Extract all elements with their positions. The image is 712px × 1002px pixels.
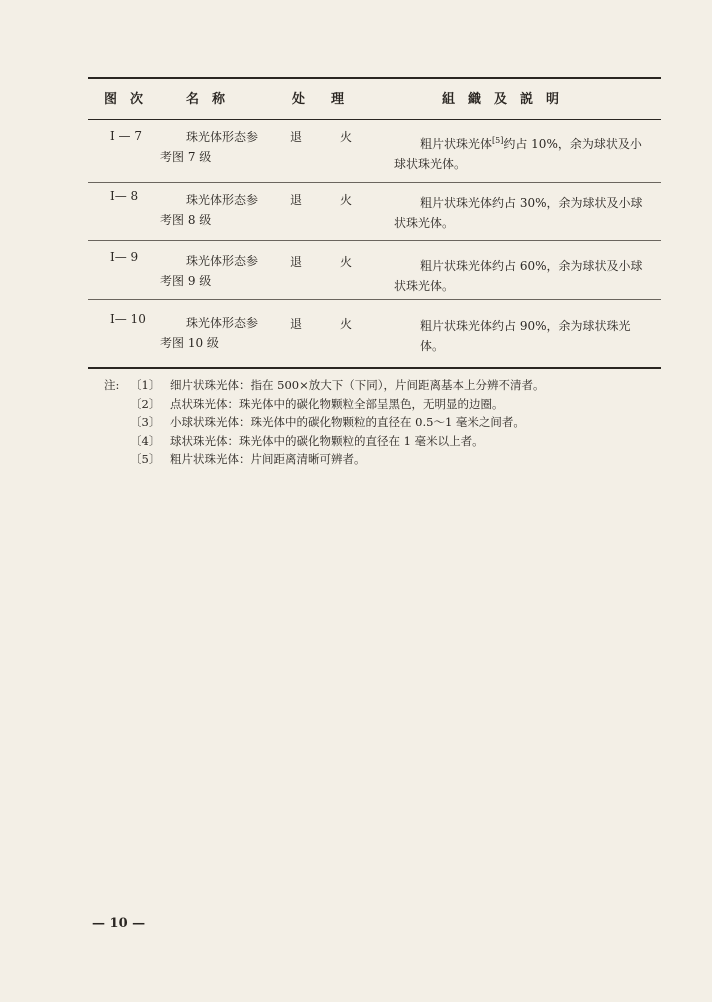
- row4-name-line2: 考图 10 级: [160, 336, 219, 350]
- table-header-rule: [88, 119, 661, 120]
- footnote-item: [104, 413, 624, 432]
- footnote-item: [104, 376, 624, 395]
- row1-name-line1: 珠光体形态参: [186, 130, 259, 144]
- row4-figure: I— 10: [110, 312, 146, 326]
- row1-desc-footnote: [5]: [492, 136, 504, 145]
- row3-name: [160, 251, 270, 291]
- header-figure: 图 次: [104, 92, 144, 107]
- row3-name-line1: 珠光体形态参: [186, 254, 259, 268]
- row2-desc-line2: 状珠光体。: [394, 216, 455, 230]
- row-separator: [88, 299, 661, 300]
- row4-desc-line1: 粗片状珠光体约占 90%，余为球状珠光体。: [420, 319, 631, 353]
- row2-name: [160, 190, 270, 230]
- row2-name-line1: 珠光体形态参: [186, 193, 259, 207]
- footnote-number: 〔3〕: [130, 415, 161, 430]
- table-bottom-rule: [88, 367, 661, 369]
- table-header: [0, 84, 712, 114]
- footnote-text: 小球状珠光体：珠光体中的碳化物颗粒的直径在 0.5～1 毫米之间者。: [170, 415, 525, 430]
- footnote-item: [104, 395, 624, 414]
- row2-treatment-1: 退: [290, 193, 303, 207]
- footnote-text: 点状珠光体：珠光体中的碳化物颗粒全部呈黑色，无明显的边圈。: [170, 396, 504, 411]
- footnote-text: 细片状珠光体：指在 500×放大下（下同），片间距离基本上分辨不清者。: [170, 378, 545, 392]
- row3-name-line2: 考图 9 级: [160, 274, 212, 288]
- footnote-item: [104, 450, 624, 469]
- row4-description: [394, 316, 652, 356]
- row3-description: [394, 256, 652, 296]
- row3-desc-line1: 粗片状珠光体约占 60%，余为球状及小球: [420, 259, 643, 273]
- row1-name: [160, 127, 270, 167]
- notes-prefix: 注:: [104, 378, 120, 392]
- row1-desc-line1a: 粗片状珠光体: [420, 137, 493, 151]
- row1-treatment-2: 火: [340, 130, 353, 144]
- row-separator: [88, 182, 661, 183]
- footnote-number: 〔4〕: [130, 433, 161, 448]
- row3-figure: I— 9: [110, 250, 139, 264]
- row4-name: [160, 313, 270, 353]
- footnote-text: 粗片状珠光体：片间距离清晰可辨者。: [170, 452, 366, 467]
- footnote-number: 〔5〕: [130, 452, 161, 467]
- row2-treatment-2: 火: [340, 193, 353, 207]
- row3-treatment-2: 火: [340, 255, 353, 269]
- row1-figure: I — 7: [110, 129, 143, 143]
- row3-treatment-1: 退: [290, 255, 303, 269]
- row1-description: [394, 131, 652, 174]
- footnote-item: [104, 432, 624, 451]
- footnotes: [104, 376, 624, 469]
- row-separator: [88, 240, 661, 241]
- footnote-text: 球状珠光体：珠光体中的碳化物颗粒的直径在 1 毫米以上者。: [170, 433, 484, 448]
- footnote-number: 〔1〕: [130, 378, 161, 392]
- row1-desc-line1b: 约占 10%，余为球状及小: [503, 137, 642, 151]
- row1-treatment-1: 退: [290, 130, 303, 144]
- row2-name-line2: 考图 8 级: [160, 213, 212, 227]
- row2-figure: I— 8: [110, 189, 139, 203]
- header-name: 名 称: [186, 92, 226, 107]
- table-top-rule: [88, 77, 661, 79]
- page-number: — 10 —: [92, 916, 146, 931]
- row1-desc-line2: 球状珠光体。: [394, 157, 467, 171]
- row2-desc-line1: 粗片状珠光体约占 30%，余为球状及小球: [420, 196, 643, 210]
- row4-treatment-2: 火: [340, 317, 353, 331]
- header-description: 組 織 及 説 明: [442, 92, 560, 107]
- row1-name-line2: 考图 7 级: [160, 150, 212, 164]
- header-treatment: 处 理: [292, 92, 345, 107]
- row3-desc-line2: 状珠光体。: [394, 279, 455, 293]
- footnote-number: 〔2〕: [130, 396, 161, 411]
- row4-treatment-1: 退: [290, 317, 303, 331]
- row4-name-line1: 珠光体形态参: [186, 316, 259, 330]
- row2-description: [394, 193, 652, 233]
